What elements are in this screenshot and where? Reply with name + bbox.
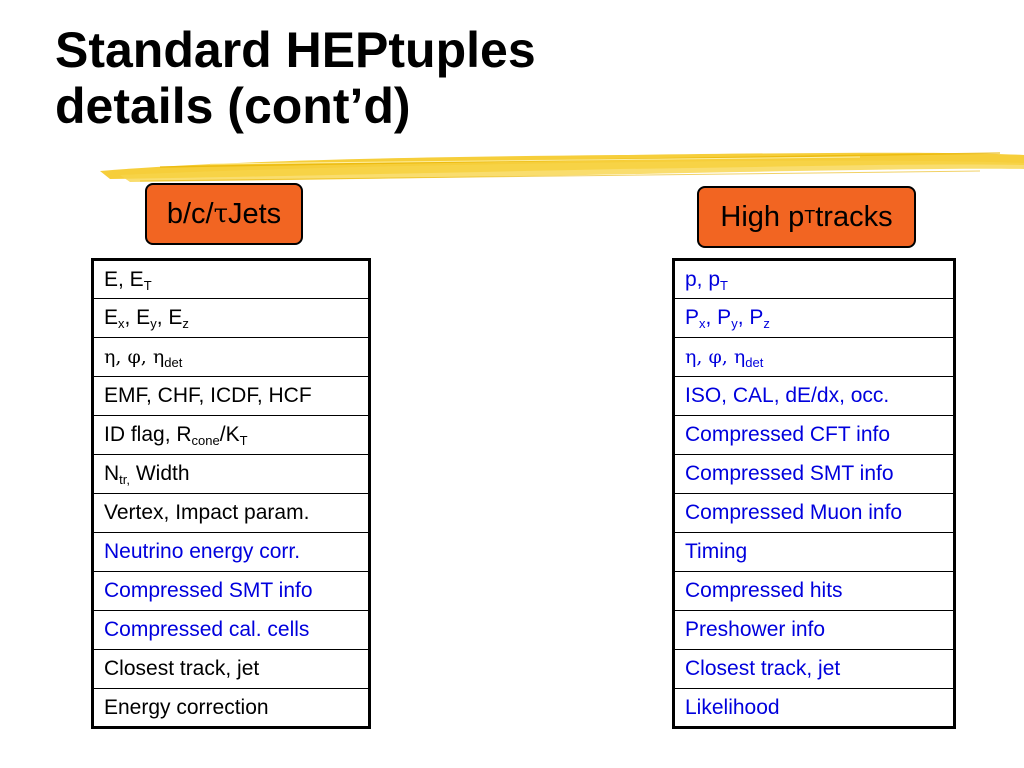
- table-row: [674, 416, 955, 455]
- pill-right-text-after: tracks: [815, 200, 893, 233]
- table-row: [93, 494, 370, 533]
- table-cell: [674, 338, 955, 377]
- cell-text: Vertex, Impact param.: [104, 501, 310, 524]
- table-cell: [674, 533, 955, 572]
- cell-text: E: [104, 306, 119, 329]
- cell-subscript: tr,: [119, 472, 131, 487]
- table-cell: [93, 611, 370, 650]
- table-cell: [93, 455, 370, 494]
- cell-text: Likelihood: [685, 695, 780, 719]
- slide-title: [55, 22, 536, 134]
- table-row: [674, 611, 955, 650]
- table-cell: [93, 377, 370, 416]
- table-row: [674, 494, 955, 533]
- table-cell: [93, 494, 370, 533]
- table-row: [674, 260, 955, 299]
- table-cell: [674, 377, 955, 416]
- cell-text: Compressed SMT info: [104, 579, 313, 602]
- cell-text: P: [685, 306, 700, 329]
- tau-symbol: τ: [213, 199, 228, 229]
- cell-text: p, p: [685, 267, 721, 291]
- b-c-tau-jets-label: [145, 183, 303, 245]
- table-cell: [93, 299, 370, 338]
- table-row: [674, 377, 955, 416]
- table-row: [93, 533, 370, 572]
- cell-text: η, φ, η: [685, 346, 746, 368]
- slide-title-line-1: Standard HEPtuples: [55, 22, 536, 78]
- table-row: [674, 455, 955, 494]
- cell-subscript: det: [745, 355, 764, 370]
- table-cell: [93, 689, 370, 728]
- high-pt-tracks-label: High p T tracks: [697, 186, 916, 248]
- table-cell: [674, 260, 955, 299]
- table-cell: [93, 533, 370, 572]
- cell-text: E, E: [104, 267, 144, 291]
- cell-text: Compressed cal. cells: [104, 618, 310, 641]
- cell-text: EMF, CHF, ICDF, HCF: [104, 384, 312, 407]
- table-row: [674, 533, 955, 572]
- cell-subscript: x: [699, 316, 706, 331]
- table-cell: [674, 494, 955, 533]
- jets-variables-table: [91, 258, 371, 729]
- cell-subscript: T: [143, 277, 152, 293]
- cell-text: Compressed Muon info: [685, 501, 903, 524]
- table-cell: [93, 260, 370, 299]
- table-row: [93, 572, 370, 611]
- cell-subscript: x: [118, 316, 125, 331]
- table-cell: [93, 416, 370, 455]
- cell-text: ID flag, R: [104, 423, 192, 446]
- cell-subscript: cone: [191, 433, 220, 448]
- cell-text-continued: , P: [737, 306, 764, 329]
- cell-subscript: det: [164, 355, 183, 370]
- cell-subscript: T: [239, 433, 248, 448]
- cell-text: Energy correction: [104, 695, 269, 719]
- cell-subscript: z: [763, 316, 770, 331]
- tracks-variables-table: [672, 258, 956, 729]
- cell-text: Compressed hits: [685, 579, 843, 602]
- cell-text-continued: , P: [705, 306, 732, 329]
- table-cell: [674, 611, 955, 650]
- pill-right-text-before: High p: [720, 200, 805, 233]
- cell-text: Closest track, jet: [685, 657, 841, 680]
- table-row: [93, 260, 370, 299]
- table-row: [674, 338, 955, 377]
- table-cell: [674, 299, 955, 338]
- cell-text-continued: , E: [124, 306, 151, 329]
- cell-text: Preshower info: [685, 618, 826, 641]
- pill-left-text-after: Jets: [227, 197, 282, 230]
- cell-subscript: z: [182, 316, 189, 331]
- cell-text: N: [104, 462, 120, 485]
- slide-title-line-2: details (cont’d): [55, 78, 411, 134]
- cell-text: Compressed SMT info: [685, 462, 894, 485]
- table-row: [674, 299, 955, 338]
- table-cell: [674, 650, 955, 689]
- cell-text: Compressed CFT info: [685, 423, 891, 446]
- table-row: [93, 611, 370, 650]
- cell-subscript: y: [731, 316, 738, 331]
- table-cell: [93, 572, 370, 611]
- cell-text: Closest track, jet: [104, 657, 260, 680]
- cell-text-continued: /K: [219, 423, 240, 446]
- table-row: [93, 377, 370, 416]
- table-cell: [674, 455, 955, 494]
- table-row: [93, 650, 370, 689]
- cell-subscript: T: [720, 277, 728, 293]
- table-cell: [674, 572, 955, 611]
- pill-left-text-before: b/c/: [166, 197, 214, 230]
- cell-text: ISO, CAL, dE/dx, occ.: [685, 384, 890, 407]
- table-cell: [93, 338, 370, 377]
- table-row: [93, 689, 370, 728]
- cell-text: Neutrino energy corr.: [104, 540, 301, 563]
- cell-text-continued: Width: [130, 462, 190, 485]
- table-row: [674, 650, 955, 689]
- cell-text: Timing: [685, 540, 748, 563]
- table-row: [674, 572, 955, 611]
- table-cell: [93, 650, 370, 689]
- table-row: [93, 338, 370, 377]
- cell-text: η, φ, η: [104, 346, 165, 368]
- table-row: [93, 455, 370, 494]
- table-cell: [674, 689, 955, 728]
- table-row: [93, 416, 370, 455]
- table-row: [674, 689, 955, 728]
- table-cell: [674, 416, 955, 455]
- cell-text-continued: , E: [156, 306, 183, 329]
- table-row: [93, 299, 370, 338]
- cell-subscript: y: [150, 316, 157, 331]
